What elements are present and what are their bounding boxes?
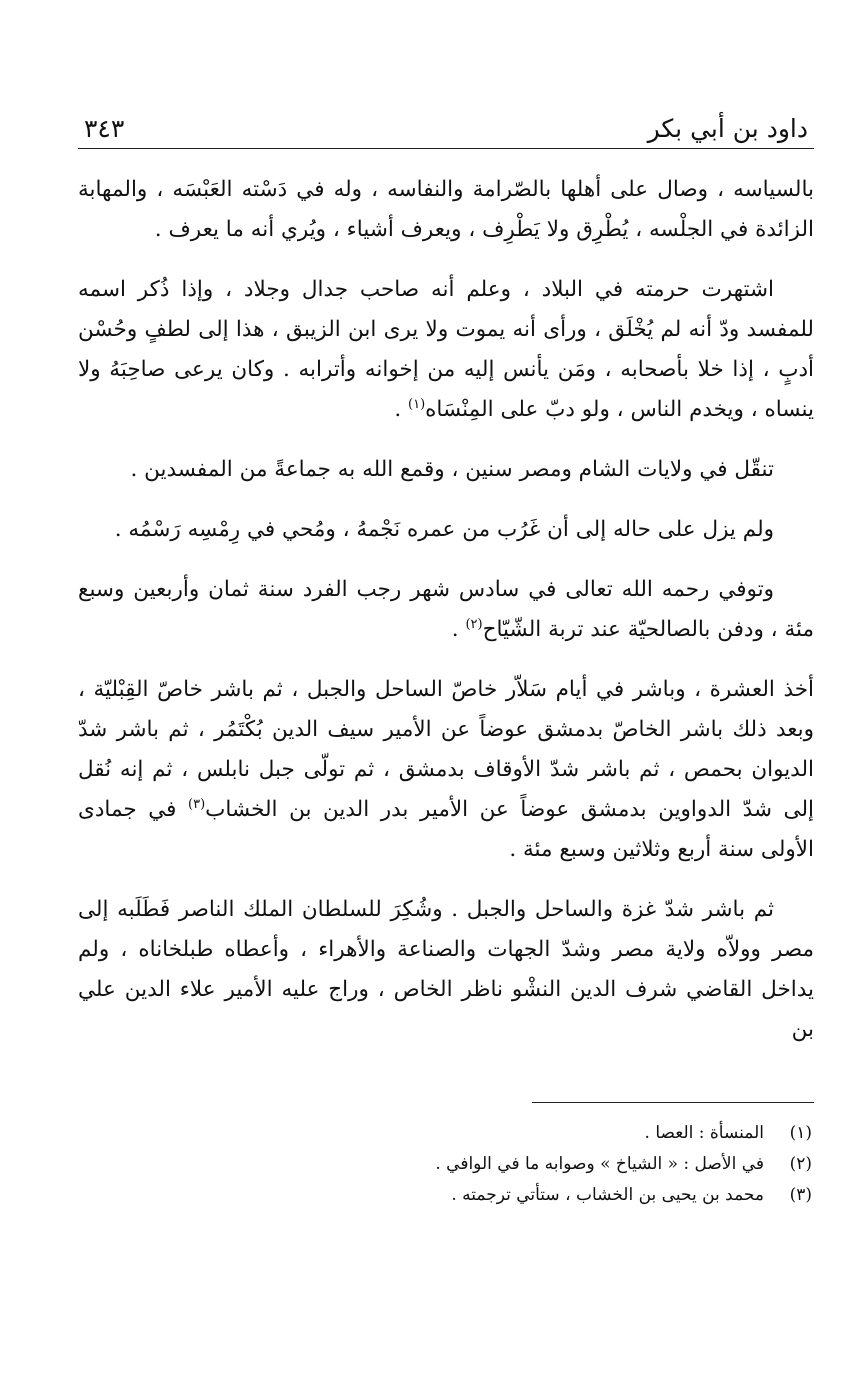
footnote-text: المنسأة : العصا .	[644, 1123, 764, 1143]
paragraph-6: أخذ العشرة ، وباشر في أيام سَلاّر خاصّ الساحل والجبل ، ثم باشر خاصّ القِبْليّة ، وبعد ذلك باشر الخاصّ بدمشق عوضاً عن الأمير سيف الدين بُكْتَمُر ، ثم باشر شدّ الديوان بحمص ، ثم باشر شدّ الأوقاف بدمشق ، ثم تولّى جبل نابلس ، ثم إنه نُقل إلى شدّ الدواوين بدمشق عوضاً عن الأمير بدر الدين بن الخشاب$^{(٣)}$ في جمادى الأولى سنة أربع وثلاثين وسبع مئة .	[78, 677, 814, 862]
paragraph-7: ثم باشر شدّ غزة والساحل والجبل . وشُكِرَ للسلطان الملك الناصر فَطَلَبه إلى مصر وولاّه ولاية مصر وشدّ الجهات والصناعة والأهراء ، وأعطاه طبلخاناه ، ولم يداخل القاضي شرف الدين النشْو ناظر الخاص ، وراج عليه الأمير علاء الدين علي بن	[78, 897, 814, 1042]
footnote-rule	[532, 1102, 814, 1103]
paragraph-1: بالسياسه ، وصال على أهلها بالصّرامة والنفاسه ، وله في دَسْته العَبْسَه ، والمهابة الزائدة في الجلْسه ، يُطْرِق ولا يَطْرِف ، ويعرف أشياء ، ويُري أنه ما يعرف .	[78, 177, 814, 242]
page-number: ٣٤٣	[84, 114, 125, 143]
main-text	[78, 170, 814, 1070]
paragraph-4: ولم يزل على حاله إلى أن غَرُب من عمره نَجْمهُ ، ومُحي في رِمْسِه رَسْمُه .	[114, 517, 774, 542]
footnote-3	[78, 1180, 812, 1211]
footnote-number: (٣)	[789, 1185, 812, 1205]
paragraph-3: تنقّل في ولايات الشام ومصر سنين ، وقمع الله به جماعةً من المفسدين .	[130, 457, 774, 482]
footnote-text: محمد بن يحيى بن الخشاب ، ستأتي ترجمته .	[451, 1185, 764, 1205]
page-header	[78, 110, 814, 148]
header-rule	[78, 148, 814, 149]
footnote-2	[78, 1149, 812, 1180]
footnote-number: (١)	[789, 1123, 812, 1143]
footnote-number: (٢)	[789, 1154, 812, 1174]
paragraph-2: اشتهرت حرمته في البلاد ، وعلم أنه صاحب جدال وجلاد ، وإذا ذُكر اسمه للمفسد ودّ أنه لم يُخْلَق ، ورأى أنه يموت ولا يرى ابن الزيبق ، هذا إلى لطفٍ وحُسْن أدبٍ ، إذا خلا بأصحابه ، ومَن يأنس إليه من إخوانه وأترابه . وكان يرعى صاحِبَهُ ولا ينساه ، ويخدم الناس ، ولو دبّ على المِنْسَاه$^{(١)}$ .	[78, 277, 814, 422]
footnote-1	[78, 1118, 812, 1149]
running-title: داود بن أبي بكر	[647, 114, 808, 143]
footnote-ref-2[interactable]: (٢)	[465, 616, 483, 632]
footnote-ref-3[interactable]: (٣)	[188, 796, 206, 812]
paragraph-5: وتوفي رحمه الله تعالى في سادس شهر رجب الفرد سنة ثمان وأربعين وسبع مئة ، ودفن بالصالحيّة عند تربة الشّيّاح$^{(٢)}$ .	[78, 577, 814, 642]
footnote-ref-1[interactable]: (١)	[408, 396, 426, 412]
footnote-text: في الأصل : « الشياخ » وصوابه ما في الوافي .	[435, 1154, 764, 1174]
footnotes	[78, 1118, 812, 1211]
